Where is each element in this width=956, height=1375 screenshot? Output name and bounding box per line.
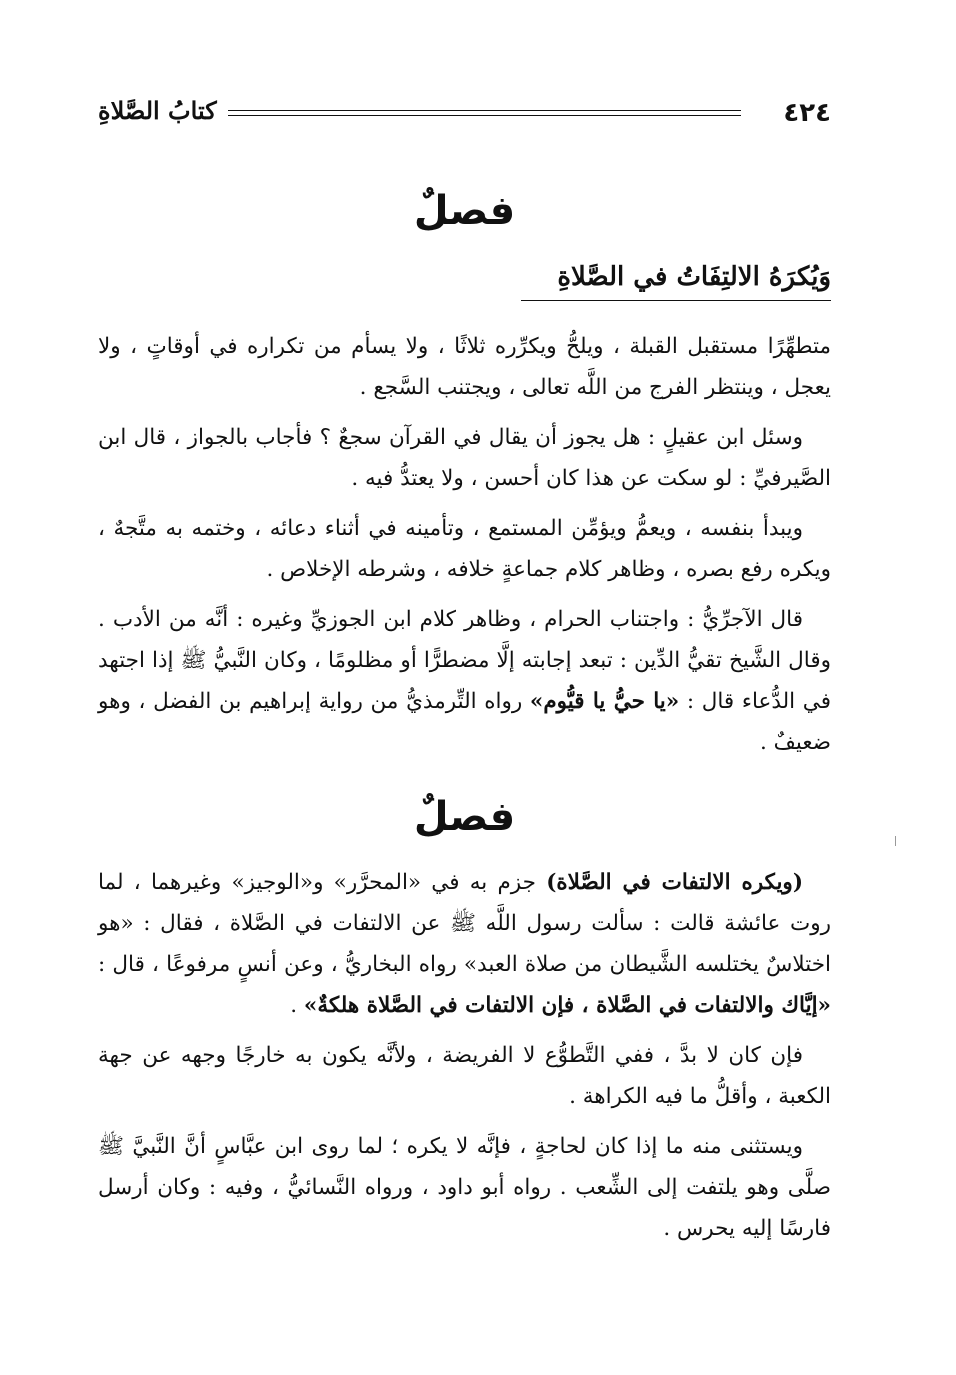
paragraph-1: متطهِّرًا مستقبل القبلة ، ويلحُّ ويكرِّره ثلاثًا ، ولا يسأم من تكراره في أوقاتٍ ، ولا يعجل ، وينتظر الفرج من اللَّه تعالى ، ويجتنب السَّجع .	[98, 334, 831, 400]
prophet-dua-quote: «يا حيُّ يا قيُّوم»	[529, 689, 680, 714]
paragraph-5-text-a: جزم به في «المحرَّر» و«الوجيز» وغيرهما ، لما روت عائشة قالت : سألت رسول اللَّه ﷺ عن الالتفات في الصَّلاة ، فقال : «هو اختلاسٌ يختلسه الشَّيطان من صلاة العبد» رواه البخاريُّ ، وعن أنسٍ مرفوعًا ، قال :	[98, 870, 831, 977]
paragraph-5	[98, 862, 831, 1026]
paragraph-5-text-b: .	[290, 993, 304, 1018]
page-number: ٤٢٤	[783, 98, 831, 128]
paragraph-7: ويستثنى منه ما إذا كان لحاجةٍ ، فإنَّه لا يكره ؛ لما روى ابن عبَّاسٍ أنَّ النَّبيَّ ﷺ صلَّى وهو يلتفت إلى الشِّعب . رواه أبو داود ، ورواه النَّسائيُّ ، وفيه : وكان أرسل فارسًا إليه يحرس .	[98, 1134, 831, 1241]
margin-mark	[895, 836, 896, 846]
hadith-quote: «إيَّاك والالتفات في الصَّلاة ، فإن الالتفات في الصَّلاة هلكةٌ»	[303, 993, 831, 1018]
section-heading-1: فصلٌ	[413, 188, 516, 234]
running-header	[98, 96, 831, 130]
paragraph-4-text-a: قال الآجرِّيُّ : واجتناب الحرام ، وظاهر كلام ابن الجوزيِّ وغيره : أنَّه من الأدب . وقال الشَّيخ تقيُّ الدِّين : تبعد إجابته إلَّا مضطرًّا أو مظلومًا ، وكان النَّبيُّ ﷺ إذا اجتهد في الدُّعاء قال :	[98, 607, 831, 714]
section-1-body	[98, 326, 831, 772]
paragraph-4-text-b: رواه التِّرمذيُّ من رواية إبراهيم بن الفضل ، وهو ضعيفٌ .	[98, 689, 831, 755]
paragraph-4	[98, 599, 831, 763]
matn-quote: (ويكره الالتفات في الصَّلاة)	[546, 870, 803, 895]
section-heading-2: فصلٌ	[413, 794, 516, 840]
paragraph-6: فإن كان لا بدَّ ، ففي التَّطوُّع لا الفريضة ، ولأنَّه يكون به خارجًا وجهه عن جهة الكعبة ، وأقلُّ ما فيه الكراهة .	[98, 1043, 831, 1109]
paragraph-2: وسئل ابن عقيلٍ : هل يجوز أن يقال في القرآن سجعٌ ؟ فأجاب بالجواز ، قال ابن الصَّيرفيِّ : لو سكت عن هذا كان أحسن ، ولا يعتدُّ فيه .	[98, 425, 831, 491]
matn-heading: وَيُكرَهُ الالتِفَاتُ في الصَّلاةِ	[521, 262, 831, 301]
paragraph-3: ويبدأ بنفسه ، ويعمُّ ويؤمِّن المستمع ، وتأمينه في أثناء دعائه ، وختمه به متَّجهٌ ، ويكره رفع بصره ، وظاهر كلام جماعةٍ خلافه ، وشرطه الإخلاص .	[98, 516, 831, 582]
book-title: كتابُ الصَّلاةِ	[98, 96, 217, 125]
section-2-body	[98, 862, 831, 1258]
header-rule	[228, 110, 741, 116]
